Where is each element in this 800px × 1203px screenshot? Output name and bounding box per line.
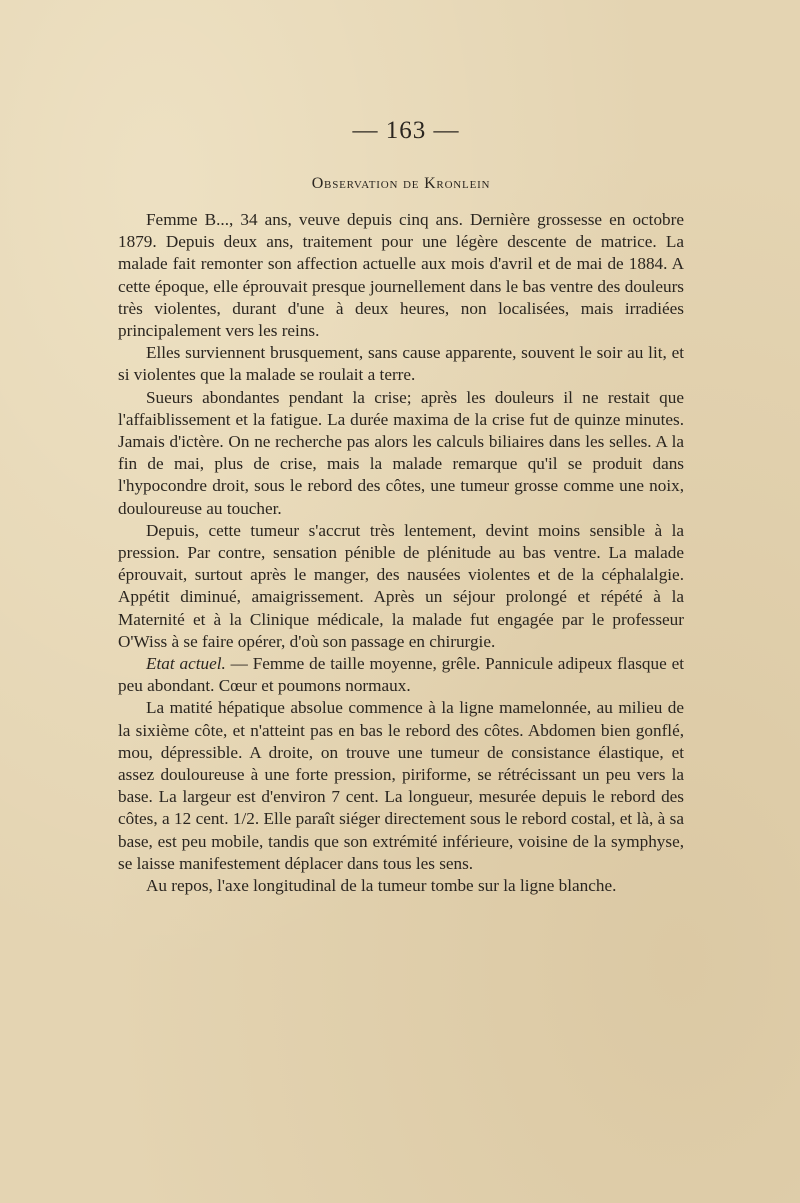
section-title: Observation de Kronlein — [311, 175, 491, 192]
etat-actuel-text: — Femme de taille moyenne, grêle. Pannicule adipeux flasque et peu abondant. Cœur et poumons normaux. — [118, 654, 684, 696]
paragraph-examination: La matité hépatique absolue commence à la ligne mamelonnée, au milieu de la sixième côte, et n'atteint pas en bas le rebord des côtes. Abdomen bien gonflé, mou, dépressible. A droite, on trouve une tumeur de consistance élastique, et assez douloureuse à une forte pression, piriforme, se rétrécissant un peu vers la base. La largeur est d'environ 7 cent. La longueur, mesurée depuis le rebord des côtes, a 12 cent. 1/2. Elle paraît siéger directement sous le rebord costal, et là, à sa base, est peu mobile, tandis que son extrémité inférieure, voisine de la symphyse, se laisse manifestement déplacer dans tous les sens. — [118, 698, 684, 873]
text-block — [118, 115, 684, 897]
etat-actuel-label: Etat actuel. — [146, 654, 226, 674]
paragraph-onset: Elles surviennent brusquement, sans cause apparente, souvent le soir au lit, et si violentes que la malade se roulait a terre. — [118, 343, 684, 385]
paragraph-crisis: Sueurs abondantes pendant la crise; après les douleurs il ne restait que l'affaiblissement et la fatigue. La durée maxima de la crise fut de quinze minutes. Jamais d'ictère. On ne recherche pas alors les calculs biliaires dans les selles. A la fin de mai, plus de crise, mais la malade remarque qu'il se produit dans l'hypocondre droit, sous le rebord des côtes, une tumeur grosse comme une noix, douloureuse au toucher. — [118, 387, 684, 518]
paragraph-etat-actuel — [118, 653, 684, 697]
paragraph-rest-position: Au repos, l'axe longitudinal de la tumeur tombe sur la ligne blanche. — [146, 876, 617, 896]
paragraph-progression: Depuis, cette tumeur s'accrut très lentement, devint moins sensible à la pression. Par contre, sensation pénible de plénitude au bas ventre. La malade éprouvait, surtout après le manger, des nausées violentes et de la céphalalgie. Appétit diminué, amaigrissement. Après un séjour prolongé et répété à la Maternité et à la Clinique médicale, la malade fut engagée par le professeur O'Wiss à se faire opérer, d'où son passage en chirurgie. — [118, 520, 684, 651]
page-number: — 163 — — [352, 117, 460, 144]
paragraph-history: Femme B..., 34 ans, veuve depuis cinq ans. Dernière grossesse en octobre 1879. Depuis deux ans, traitement pour une légère descente de matrice. La malade fait remonter son affection actuelle aux mois d'avril et de mai de 1884. A cette époque, elle éprouvait presque journellement dans le bas ventre des douleurs très violentes, durant d'une à deux heures, non localisées, mais irradiées principalement vers les reins. — [118, 210, 684, 341]
